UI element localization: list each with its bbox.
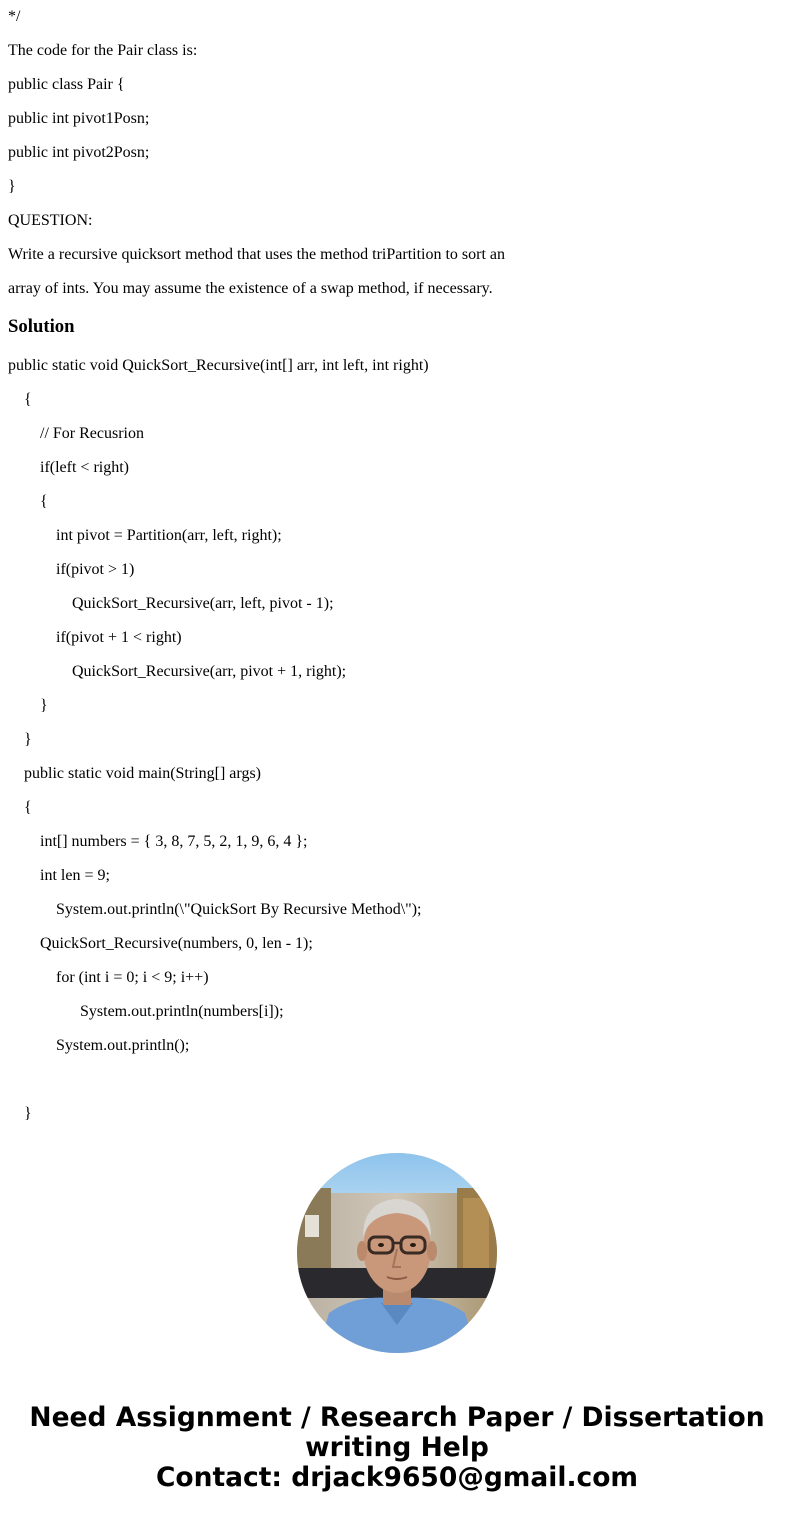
code-line: System.out.println(\"QuickSort By Recursive Method\"); — [56, 901, 422, 918]
banner-line-2: writing Help — [305, 1432, 489, 1463]
code-line: { — [24, 799, 32, 816]
comment-close: */ — [8, 8, 21, 25]
code-blank-line — [8, 1063, 788, 1097]
code-line: System.out.println(numbers[i]); — [80, 1003, 284, 1020]
question-label: QUESTION: — [8, 212, 93, 229]
contact-banner — [0, 1403, 794, 1493]
pair-field-1: public int pivot1Posn; — [8, 110, 150, 127]
code-line: QuickSort_Recursive(arr, left, pivot - 1); — [72, 595, 334, 612]
code-line: { — [40, 493, 48, 510]
code-line: if(left < right) — [40, 459, 129, 476]
code-line: public static void main(String[] args) — [24, 765, 261, 782]
code-line: for (int i = 0; i < 9; i++) — [56, 969, 209, 986]
code-line: } — [24, 731, 32, 748]
code-line: } — [40, 697, 48, 714]
question-text-2: array of ints. You may assume the existence of a swap method, if necessary. — [8, 280, 493, 297]
code-line: public static void QuickSort_Recursive(int[] arr, int left, int right) — [8, 357, 429, 374]
pair-field-2: public int pivot2Posn; — [8, 144, 150, 161]
code-line: if(pivot + 1 < right) — [56, 629, 182, 646]
code-line: } — [24, 1105, 32, 1122]
code-line: int[] numbers = { 3, 8, 7, 5, 2, 1, 9, 6, 4 }; — [40, 833, 308, 850]
code-line: if(pivot > 1) — [56, 561, 135, 578]
question-text-1: Write a recursive quicksort method that uses the method triPartition to sort an — [8, 246, 506, 263]
code-line: { — [24, 391, 32, 408]
author-avatar — [297, 1153, 497, 1353]
code-line: int len = 9; — [40, 867, 110, 884]
pair-class-close: } — [8, 178, 16, 195]
document-body — [8, 0, 788, 1131]
contact-email: Contact: drjack9650@gmail.com — [155, 1462, 639, 1493]
pair-class-decl: public class Pair { — [8, 76, 125, 93]
code-line: // For Recusrion — [40, 425, 144, 442]
code-line: QuickSort_Recursive(numbers, 0, len - 1); — [40, 935, 313, 952]
code-line: QuickSort_Recursive(arr, pivot + 1, right); — [72, 663, 347, 680]
code-line: int pivot = Partition(arr, left, right); — [56, 527, 282, 544]
pair-intro: The code for the Pair class is: — [8, 42, 198, 59]
banner-line-1: Need Assignment / Research Paper / Dissertation — [29, 1402, 765, 1433]
solution-heading: Solution — [8, 316, 75, 337]
code-line: System.out.println(); — [56, 1037, 190, 1054]
